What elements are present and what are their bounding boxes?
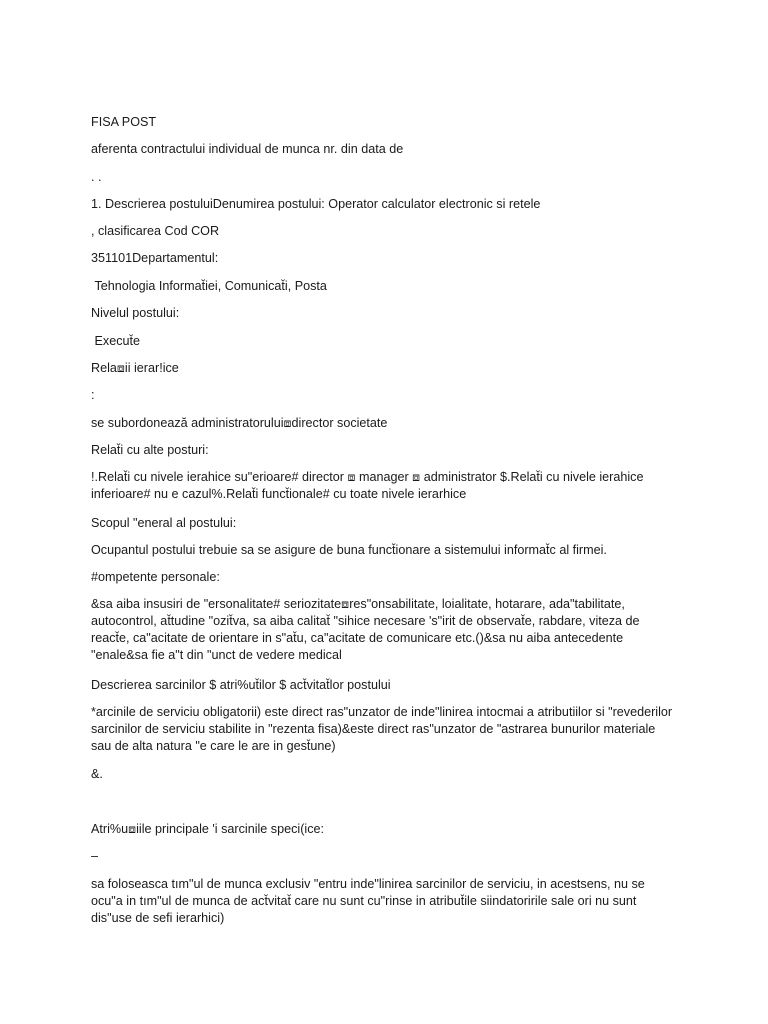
document-line: Rela⧈ii ierar!ice — [91, 361, 179, 375]
document-paragraph: &sa aiba insusiri de "ersonalitate# seriozitate⧈res"onsabilitate, loialitate, hotarare, ada"tabilitate, autocontrol, at̆tudine "ozit̆va, sa aiba calitat̆ "sihice necesare 's"irit de observat̆e, rabdare, viteza de react̆e, ca"acitate de orientare in s"at̆u, ca"acitate de comunicare etc.()&sa nu aiba antecedente "enale&sa fie a"t din "unct de vedere medical — [91, 597, 644, 662]
document-line: Tehnologia Informat̆iei, Comunicat̆i, Posta — [91, 279, 327, 293]
document-paragraph: *arcinile de serviciu obligatorii) este direct ras"unzator de inde"linirea intocmai a atributiilor si "revederilor sarcinilor de serviciu stabilite in "rezenta fisa)&este direct ras"unzator de "astrarea bunurilor materiale sau de alta natura "e care le are in gest̆une) — [91, 705, 676, 753]
document-line: Ocupantul postului trebuie sa se asigure de buna funct̆ionare a sistemului informat̆c al firmei. — [91, 543, 607, 557]
document-paragraph: !.Relat̆i cu nivele ierahice su"erioare# director ⧈ manager ⧈ administrator $.Relat̆i cu nivele ierahice inferioare# nu e cazul%.Relat̆i funct̆ionale# cu toate nivele ierarhice — [91, 470, 647, 501]
document-line: #ompetente personale: — [91, 570, 220, 584]
document-line: : — [91, 388, 95, 402]
document-paragraph: sa foloseasca tım"ul de munca exclusiv "entru inde"linirea sarcinilor de serviciu, in acestsens, nu se ocu"a in tım"ul de munca de act̆vitat̆ care nu sunt cu"rinse in atribut̆ile siindatoririle sale ori nu sunt dis"use de sefi ierarhici) — [91, 877, 649, 925]
document-line: Execut̆e — [91, 334, 141, 348]
document-line: – — [91, 849, 99, 863]
document-line: Relat̆i cu alte posturi: — [91, 443, 209, 457]
document-line: Nivelul postului: — [91, 306, 180, 320]
document-line: 1. Descrierea postuluiDenumirea postului: Operator calculator electronic si retele — [91, 197, 541, 211]
document-heading: Atri%u⧈iile principale 'i sarcinile speci(ice: — [91, 822, 324, 836]
document-title: FISA POST — [91, 115, 157, 129]
document-line: aferenta contractului individual de munca nr. din data de — [91, 142, 404, 156]
document-line: . . — [91, 170, 102, 184]
document-line: &. — [91, 767, 103, 781]
document-line: se subordonează administratorului⧈director societate — [91, 416, 388, 430]
document-line: Scopul "eneral al postului: — [91, 516, 237, 530]
document-line: 351101Departamentul: — [91, 251, 219, 265]
document-line: Descrierea sarcinilor $ atri%ut̆ilor $ act̆vitat̆lor postului — [91, 678, 391, 692]
document-line: , clasificarea Cod COR — [91, 224, 220, 238]
